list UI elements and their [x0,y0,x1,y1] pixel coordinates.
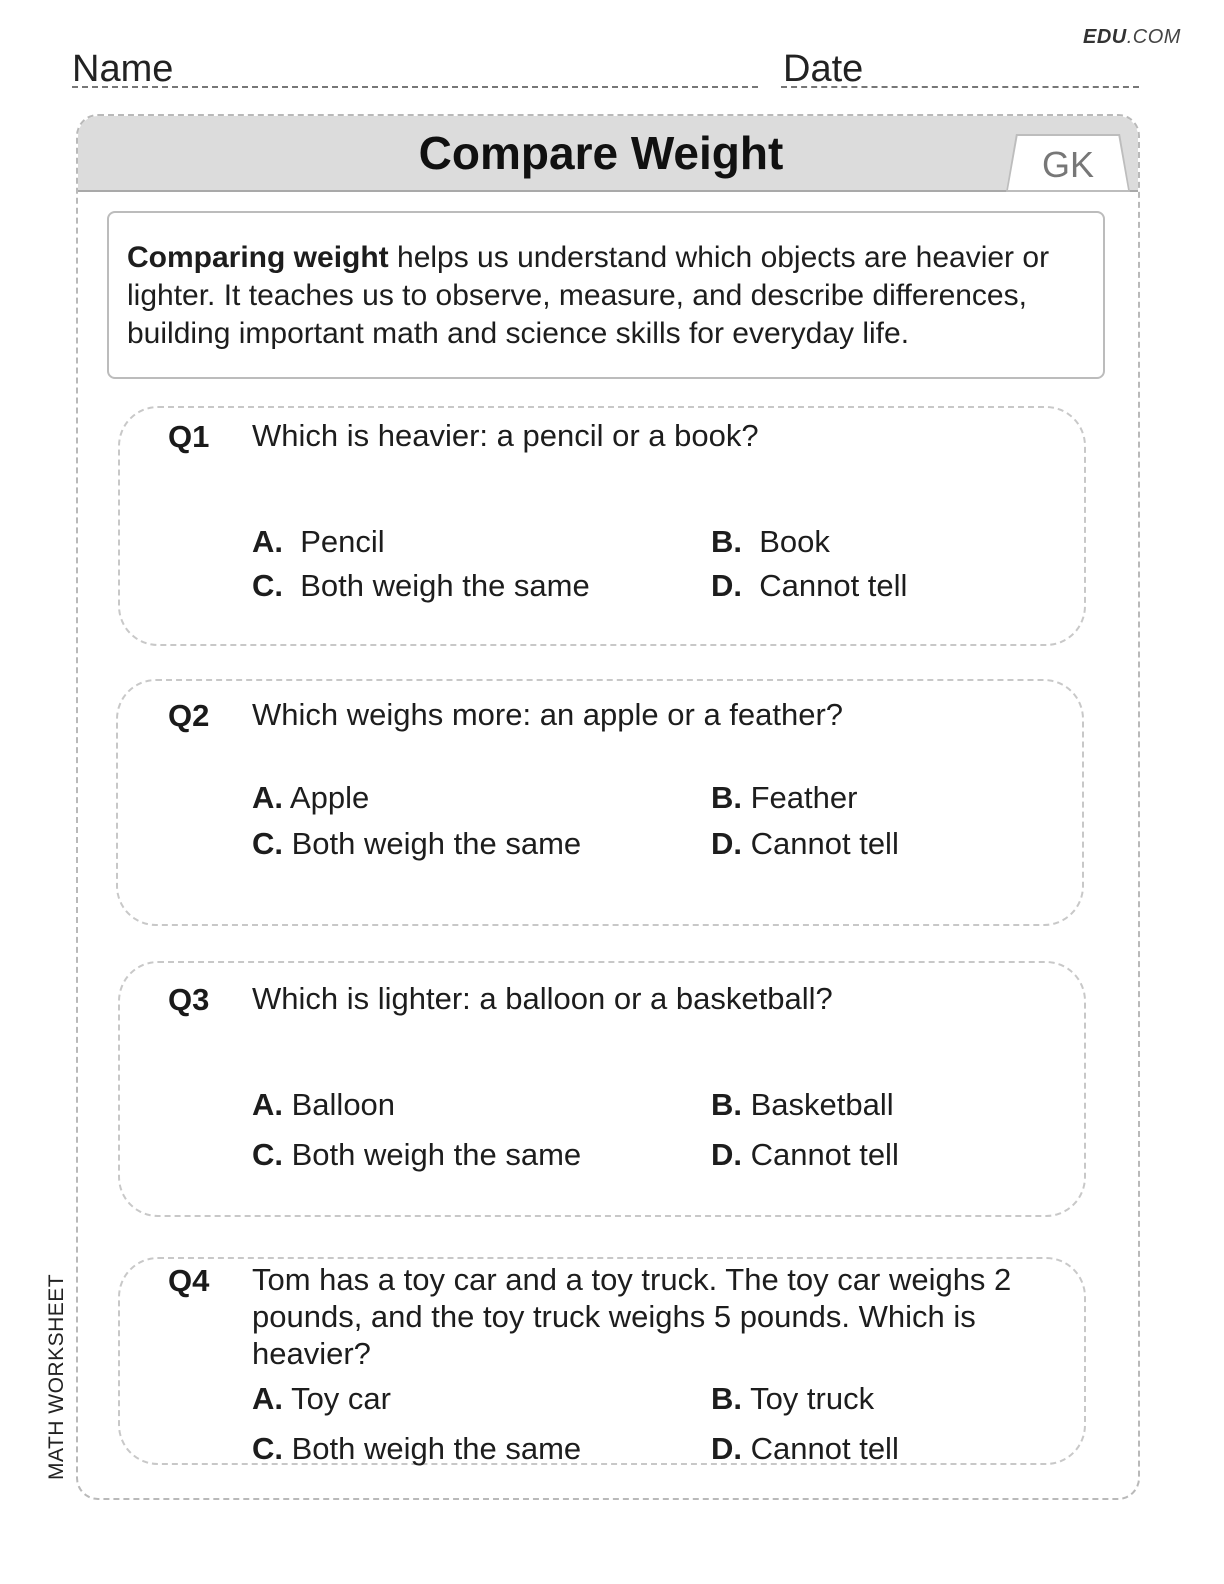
option-letter: D. [711,568,742,603]
option-3b[interactable] [711,1087,894,1123]
name-field[interactable] [72,86,758,88]
brand-logo [1083,26,1181,49]
option-letter: C. [252,568,283,603]
date-label: Date [783,48,864,90]
option-letter: B. [711,780,742,815]
option-text: Feather [750,780,858,815]
option-4a[interactable] [252,1381,391,1417]
option-3d[interactable] [711,1137,899,1173]
side-label: MATH WORKSHEET [45,1273,68,1480]
option-letter: D. [711,1137,742,1172]
option-text: Cannot tell [750,1137,899,1172]
option-text: Cannot tell [750,826,899,861]
option-2d[interactable] [711,826,899,862]
question-text-2: Which weighs more: an apple or a feather? [252,697,844,732]
option-letter: C. [252,826,283,861]
option-text: Toy truck [750,1381,875,1416]
option-text: Both weigh the same [291,1431,582,1466]
option-4b[interactable] [711,1381,874,1417]
option-4d[interactable] [711,1431,899,1467]
option-letter: A. [252,1381,283,1416]
question-text-3: Which is lighter: a balloon or a basketball? [252,981,833,1016]
option-text: Cannot tell [759,568,908,603]
option-letter: A. [252,1087,283,1122]
date-field[interactable] [781,86,1139,88]
question-text-1: Which is heavier: a pencil or a book? [252,418,759,453]
option-letter: A. [252,524,283,559]
option-2b[interactable] [711,780,857,816]
option-letter: C. [252,1431,283,1466]
option-letter: B. [711,1087,742,1122]
option-letter: B. [711,524,742,559]
option-2c[interactable] [252,826,581,862]
question-number-3: Q3 [168,982,210,1017]
option-text: Balloon [291,1087,396,1122]
option-3c[interactable] [252,1137,581,1173]
title-bar [78,116,1138,192]
option-letter: D. [711,826,742,861]
option-text: Pencil [300,524,385,559]
option-1a[interactable] [252,524,385,560]
option-text: Both weigh the same [291,1137,582,1172]
question-number-2: Q2 [168,698,210,733]
option-text: Apple [289,780,370,815]
option-text: Toy car [291,1381,391,1416]
option-letter: A. [252,780,283,815]
option-text: Cannot tell [750,1431,899,1466]
question-text-4: Tom has a toy car and a toy truck. The toy car weighs 2 pounds, and the toy truck weighs 5 pounds. Which is heavier? [252,1262,1012,1371]
option-text: Both weigh the same [291,826,582,861]
option-text: Book [759,524,830,559]
option-4c[interactable] [252,1431,581,1467]
option-text: Basketball [750,1087,894,1122]
option-1d[interactable] [711,568,907,604]
intro-bold: Comparing weight [127,241,389,274]
intro-box [107,211,1105,379]
option-1c[interactable] [252,568,590,604]
brand-logo-bold: EDU [1083,26,1127,48]
option-letter: D. [711,1431,742,1466]
brand-logo-rest: .COM [1126,26,1181,48]
question-number-1: Q1 [168,419,210,454]
option-1b[interactable] [711,524,830,560]
name-label: Name [72,48,174,90]
question-number-4: Q4 [168,1263,210,1298]
option-letter: B. [711,1381,742,1416]
intro-text: helps us understand which objects are heavier or lighter. It teaches us to observe, measure, and describe differences, building important math and science skills for everyday life. [127,241,1050,350]
grade-label: GK [1041,144,1094,185]
option-text: Both weigh the same [300,568,590,603]
worksheet-title: Compare Weight [418,127,784,179]
option-2a[interactable] [252,780,369,816]
option-3a[interactable] [252,1087,395,1123]
option-letter: C. [252,1137,283,1172]
